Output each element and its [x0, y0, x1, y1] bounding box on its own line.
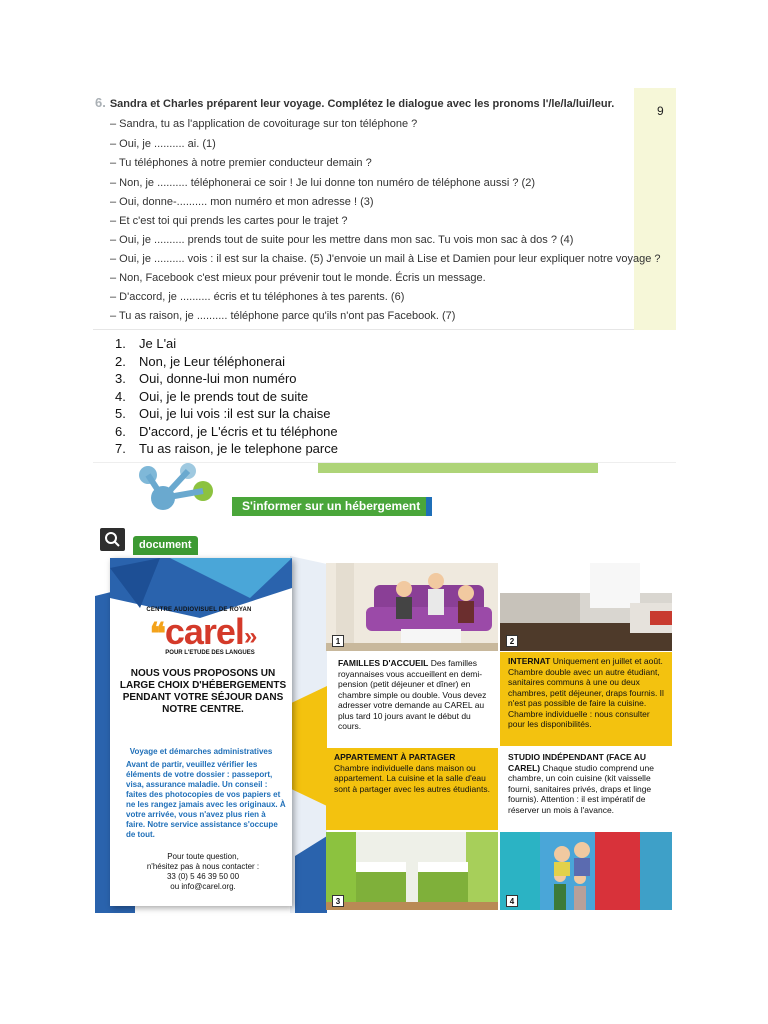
photo-badge: 4 — [506, 895, 518, 907]
answer-item[interactable]: 5. Oui, je lui vois :il est sur la chaise — [115, 406, 331, 421]
dialogue-line: – D'accord, je .......... écris et tu téléphones à tes parents. (6) — [110, 291, 405, 303]
search-icon — [100, 528, 125, 551]
info-block-internat: INTERNAT Uniquement en juillet et août. Chambre double avec un autre étudiant, sanitaires communs à une ou deux chambres, petit déjeuner, draps fournis. Il n'est pas possible de faire la cuisine. Chambre individuelle : nous consulter pour les disponibilités. — [500, 652, 672, 746]
logo-subtitle: POUR L'ETUDE DES LANGUES — [165, 650, 255, 656]
photo-badge: 2 — [506, 635, 518, 647]
photo-badge: 3 — [332, 895, 344, 907]
page-number: 9 — [657, 104, 664, 118]
voyage-body: Avant de partir, veuillez vérifier les éléments de votre dossier : passeport, visa, assurance maladie. Un conseil : faites des photocopies de vos papiers et ne les rangez jamais avec les originaux. À votre arrivée, vous n'avez plus rien à faire. Notre service assistance s'occupe de tout. — [126, 760, 286, 839]
exercise-number: 6. — [95, 95, 106, 110]
photo-host-family — [326, 563, 498, 651]
voyage-title: Voyage et démarches administratives — [129, 747, 273, 756]
info-block-familles: FAMILLES D'ACCUEIL Des familles royannaises vous accueillent en demi-pension (petit déjeuner et dîner) en chambre simple ou double. Vous devez adresser votre demande au CAREL au plus tard 10 jours avant le début du cours. — [330, 654, 496, 746]
answer-item[interactable]: 2. Non, je Leur téléphonerai — [115, 353, 285, 369]
answer-item[interactable]: 1. Je L'ai — [115, 336, 177, 351]
answer-item[interactable]: 4. Oui, je le prends tout de suite — [115, 388, 309, 404]
dialogue-line: – Oui, donne-.......... mon numéro et mon adresse ! (3) — [110, 196, 374, 208]
carel-logo: ❝carel» — [149, 611, 257, 652]
logo-quote-icon: ❝ — [149, 618, 165, 651]
photo-illustration — [500, 832, 672, 910]
photo-illustration — [326, 832, 498, 910]
dialogue-line: – Non, Facebook c'est mieux pour prévenir tout le monde. Écris un message. — [110, 272, 486, 284]
section-subtitle: S'informer sur un hébergement — [232, 497, 432, 516]
answer-item[interactable]: 7. Tu as raison, je le telephone parce — [115, 441, 338, 456]
photo-internat — [500, 563, 672, 651]
contact-block: Pour toute question, n'hésitez pas à nous contacter : 33 (0) 5 46 39 50 00 ou info@carel.org. — [146, 852, 260, 891]
photo-badge: 1 — [332, 635, 344, 647]
logo-chevron-icon: » — [243, 623, 257, 650]
dialogue-line: – Oui, je .......... ai. (1) — [110, 138, 216, 150]
org-name: CENTRE AUDIOVISUEL DE ROYAN — [146, 607, 252, 613]
photo-studio — [500, 832, 672, 910]
dialogue-line: – Tu téléphones à notre premier conducteur demain ? — [110, 157, 372, 169]
cover-headline: NOUS VOUS PROPOSONS UN LARGE CHOIX D'HÉBERGEMENTS PENDANT VOTRE SÉJOUR DANS NOTRE CENTRE. — [119, 668, 287, 715]
dialogue-line: – Sandra, tu as l'application de covoiturage sur ton téléphone ? — [110, 118, 418, 130]
dialogue-line: – Et c'est toi qui prends les cartes pour le trajet ? — [110, 215, 348, 227]
document-tab: document — [133, 536, 198, 555]
answer-list[interactable] — [115, 335, 338, 458]
dialogue-line: – Oui, je .......... vois : il est sur la chaise. (5) J'envoie un mail à Lise et Damien pour leur expliquer notre voyage ? — [110, 253, 661, 265]
info-block-appartement: APPARTEMENT À PARTAGER Chambre individuelle dans maison ou appartement. La cuisine et la salle d'eau sont à partager avec les autres étudiants. — [326, 748, 498, 830]
photo-appartement — [326, 832, 498, 910]
dialogue-line: – Oui, je .......... prends tout de suite pour les mettre dans mon sac. Tu vois mon sac à dos ? (4) — [110, 234, 574, 246]
exercise-title — [95, 95, 614, 110]
photo-illustration — [326, 563, 498, 651]
answer-item[interactable]: 6. D'accord, je L'écris et tu téléphone — [115, 423, 338, 439]
photo-illustration — [500, 563, 672, 651]
page-margin — [634, 88, 676, 330]
dialogue-line: – Tu as raison, je .......... téléphone parce qu'ils n'ont pas Facebook. (7) — [110, 310, 456, 322]
exercise-instruction: Sandra et Charles préparent leur voyage. Complétez le dialogue avec les pronoms l'/le/la/lui/leur. — [109, 98, 615, 110]
dialogue-line: – Non, je .......... téléphonerai ce soir ! Je lui donne ton numéro de téléphone aussi ? (2) — [110, 177, 535, 189]
search-button[interactable] — [100, 528, 125, 551]
answer-item[interactable]: 3. Oui, donne-lui mon numéro — [115, 371, 297, 386]
info-block-studio: STUDIO INDÉPENDANT (FACE AU CAREL) Chaque studio comprend une chambre, un coin cuisine (kit vaisselle fourni, sanitaires privés, draps et linge fournis). Attention : il est impératif de réserver un mois à l'avance. — [500, 748, 672, 830]
